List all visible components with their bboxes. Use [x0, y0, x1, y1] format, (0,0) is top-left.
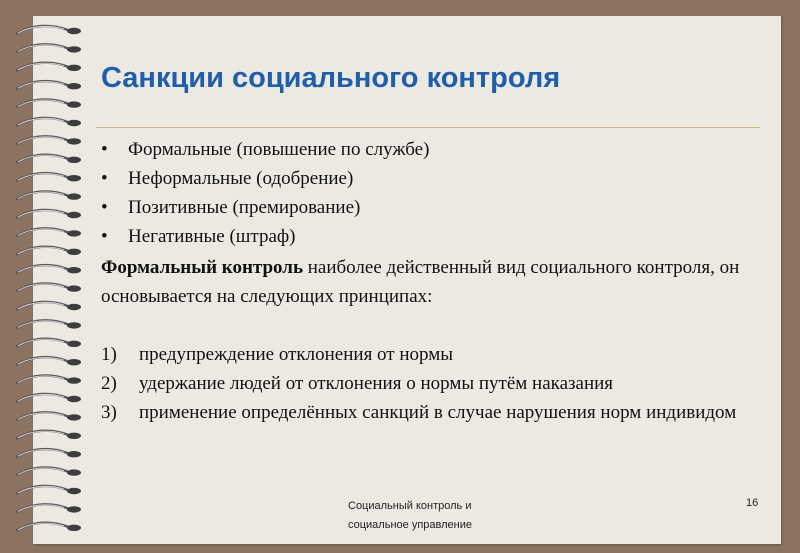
spiral-ring-highlight	[18, 26, 64, 33]
spiral-ring-highlight	[18, 174, 64, 181]
spiral-ring-highlight	[18, 82, 64, 89]
list-item	[101, 193, 429, 222]
spiral-hole	[67, 322, 81, 328]
spiral-ring-highlight	[18, 192, 64, 199]
spiral-hole	[67, 341, 81, 347]
spiral-ring-highlight	[18, 100, 64, 107]
spiral-hole	[67, 396, 81, 402]
spiral-hole	[67, 267, 81, 273]
paragraph-bold-term: Формальный контроль	[101, 257, 303, 278]
spiral-hole	[67, 285, 81, 291]
slide-footer	[348, 497, 472, 535]
spiral-ring-highlight	[18, 468, 64, 475]
formal-control-paragraph	[101, 253, 761, 311]
spiral-ring-highlight	[18, 376, 64, 383]
spiral-hole	[67, 433, 81, 439]
spiral-ring-highlight	[18, 266, 64, 273]
bullet-icon: •	[101, 226, 108, 247]
spiral-ring-highlight	[18, 284, 64, 291]
list-item-label: Формальные (повышение по службе)	[128, 139, 430, 160]
spiral-ring-highlight	[18, 431, 64, 438]
spiral-hole	[67, 138, 81, 144]
principles-list	[101, 340, 759, 427]
spiral-ring-highlight	[18, 63, 64, 70]
spiral-ring-highlight	[18, 413, 64, 420]
spiral-binding-icon	[12, 14, 92, 534]
spiral-hole	[67, 212, 81, 218]
spiral-ring-highlight	[18, 229, 64, 236]
spiral-hole	[67, 506, 81, 512]
spiral-hole	[67, 414, 81, 420]
spiral-ring-highlight	[18, 523, 64, 530]
list-item	[101, 398, 759, 427]
spiral-ring-highlight	[18, 302, 64, 309]
spiral-hole	[67, 304, 81, 310]
page-number: 16	[746, 497, 759, 509]
footer-line: Социальный контроль и	[348, 500, 472, 512]
spiral-hole	[67, 101, 81, 107]
spiral-hole	[67, 120, 81, 126]
spiral-hole	[67, 525, 81, 531]
spiral-hole	[67, 359, 81, 365]
spiral-ring-highlight	[18, 210, 64, 217]
spiral-hole	[67, 451, 81, 457]
spiral-hole	[67, 157, 81, 163]
list-item-label: предупреждение отклонения от нормы	[139, 344, 454, 365]
slide-title: Санкции социального контроля	[101, 62, 561, 94]
paragraph-text: наиболее действенный вид социального контроля, он основывается на следующих принципах:	[101, 257, 740, 307]
bullet-icon: •	[101, 139, 108, 160]
bullet-icon: •	[101, 197, 108, 218]
spiral-ring-highlight	[18, 450, 64, 457]
list-number: 1)	[101, 344, 117, 365]
spiral-hole	[67, 469, 81, 475]
spiral-ring-highlight	[18, 137, 64, 144]
spiral-hole	[67, 28, 81, 34]
list-item-label: Неформальные (одобрение)	[128, 168, 354, 189]
spiral-hole	[67, 377, 81, 383]
spiral-hole	[67, 46, 81, 52]
spiral-hole	[67, 230, 81, 236]
list-item	[101, 369, 759, 398]
spiral-hole	[67, 193, 81, 199]
bullet-icon: •	[101, 168, 108, 189]
list-item	[101, 135, 429, 164]
spiral-ring-highlight	[18, 358, 64, 365]
footer-line: социальное управление	[348, 519, 472, 531]
spiral-hole	[67, 175, 81, 181]
list-number: 3)	[101, 402, 117, 423]
spiral-ring-highlight	[18, 321, 64, 328]
list-item-label: Негативные (штраф)	[128, 226, 296, 247]
list-item	[101, 222, 429, 251]
spiral-hole	[67, 65, 81, 71]
spiral-ring-highlight	[18, 45, 64, 52]
sanctions-list	[101, 135, 429, 251]
spiral-ring-highlight	[18, 394, 64, 401]
spiral-ring-highlight	[18, 486, 64, 493]
list-item	[101, 340, 759, 369]
list-number: 2)	[101, 373, 117, 394]
spiral-ring-highlight	[18, 505, 64, 512]
spiral-hole	[67, 488, 81, 494]
spiral-hole	[67, 249, 81, 255]
spiral-ring-highlight	[18, 247, 64, 254]
spiral-ring-highlight	[18, 155, 64, 162]
list-item-label: Позитивные (премирование)	[128, 197, 361, 218]
list-item-label: применение определённых санкций в случае нарушения норм индивидом	[139, 402, 737, 423]
spiral-hole	[67, 83, 81, 89]
list-item	[101, 164, 429, 193]
list-item-label: удержание людей от отклонения о нормы путём наказания	[139, 373, 614, 394]
title-divider	[96, 127, 760, 128]
spiral-ring-highlight	[18, 118, 64, 125]
spiral-ring-highlight	[18, 339, 64, 346]
